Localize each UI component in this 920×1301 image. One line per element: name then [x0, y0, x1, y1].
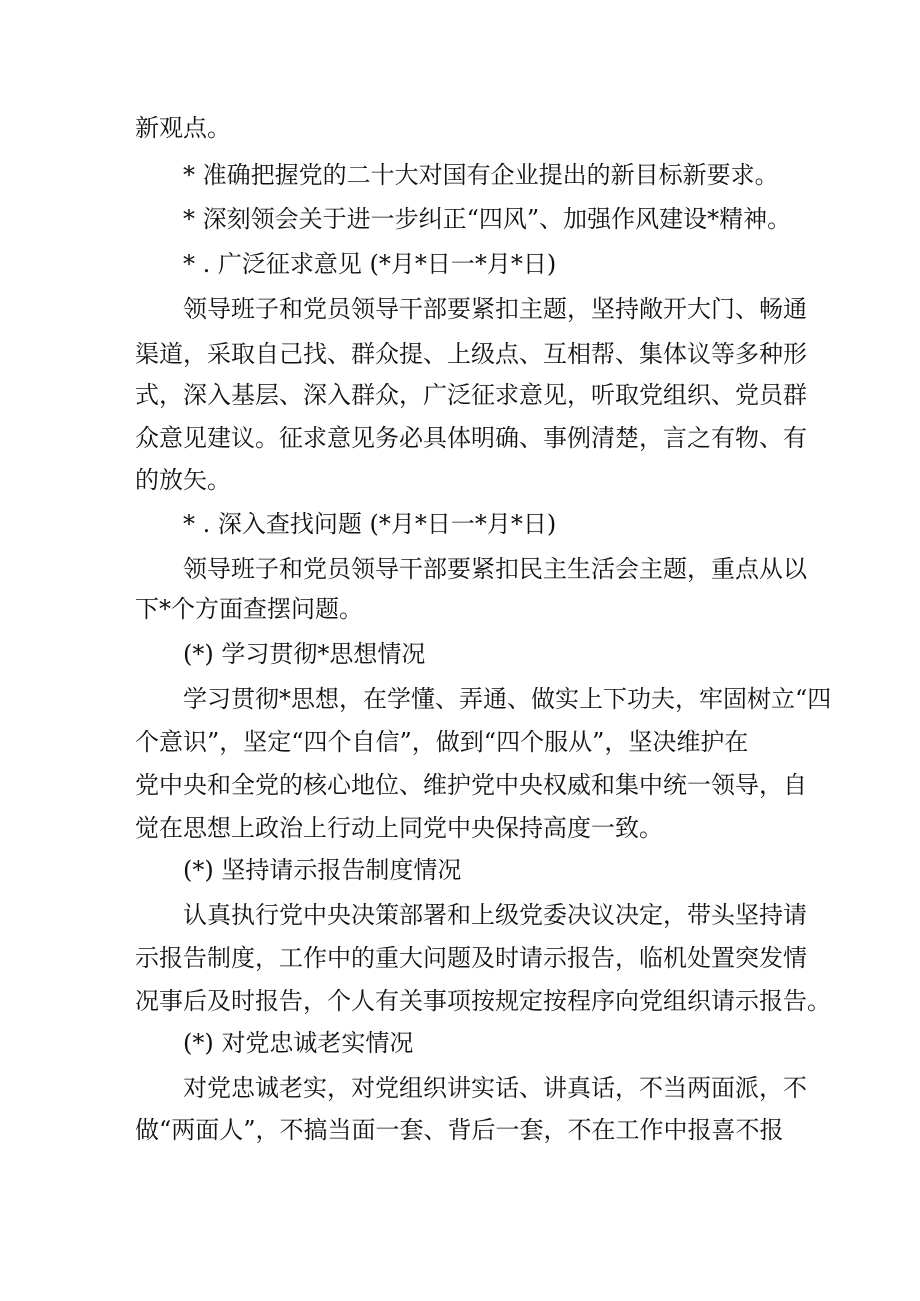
text-line-17: 觉在思想上政治上行动上同党中央保持高度一致。 — [135, 814, 663, 842]
text-line-2: * 准确把握党的二十大对国有企业提出的新目标新要求。 — [183, 161, 779, 189]
text-line-6: 渠道，采取自己找、群众提、上级点、互相帮、集体议等多种形 — [135, 340, 807, 368]
text-line-3: * 深刻领会关于进一步纠正“四风”、加强作风建设*精神。 — [183, 205, 792, 233]
text-line-18: (*) 坚持请示报告制度情况 — [183, 856, 462, 884]
text-line-1: 新观点。 — [135, 114, 231, 142]
text-line-20: 示报告制度，工作中的重大问题及时请示报告，临机处置突发情 — [135, 944, 807, 972]
text-line-11: 领导班子和党员领导干部要紧扣民主生活会主题，重点从以 — [183, 555, 807, 583]
text-line-15: 个意识”，坚定“四个自信”，做到“四个服从”，坚决维护在 — [135, 728, 749, 756]
text-line-21: 况事后及时报告，个人有关事项按规定按程序向党组织请示报告。 — [135, 987, 831, 1015]
text-line-24: 做“两面人”，不搞当面一套、背后一套，不在工作中报喜不报 — [135, 1116, 784, 1144]
text-line-12: 下*个方面查摆问题。 — [135, 595, 363, 623]
text-line-5: 领导班子和党员领导干部要紧扣主题，坚持敞开大门、畅通 — [183, 295, 807, 323]
text-line-19: 认真执行党中央决策部署和上级党委决议决定，带头坚持请 — [183, 901, 807, 929]
text-line-7: 式，深入基层、深入群众，广泛征求意见，听取党组织、党员群 — [135, 381, 807, 409]
text-line-10: * . 深入查找问题 (*月*日一*月*日) — [183, 510, 557, 538]
text-line-14: 学习贯彻*思想，在学懂、弄通、做实上下功夫，牢固树立“四 — [183, 685, 832, 713]
text-line-13: (*) 学习贯彻*思想情况 — [183, 640, 426, 668]
text-line-23: 对党忠诚老实，对党组织讲实话、讲真话，不当两面派，不 — [183, 1074, 807, 1102]
text-line-4: * . 广泛征求意见 (*月*日一*月*日) — [183, 250, 557, 278]
text-line-9: 的放矢。 — [135, 466, 231, 494]
text-line-8: 众意见建议。征求意见务必具体明确、事例清楚，言之有物、有 — [135, 424, 807, 452]
text-line-22: (*) 对党忠诚老实情况 — [183, 1029, 414, 1057]
text-line-16: 党中央和全党的核心地位、维护党中央权威和集中统一领导，自 — [135, 771, 807, 799]
